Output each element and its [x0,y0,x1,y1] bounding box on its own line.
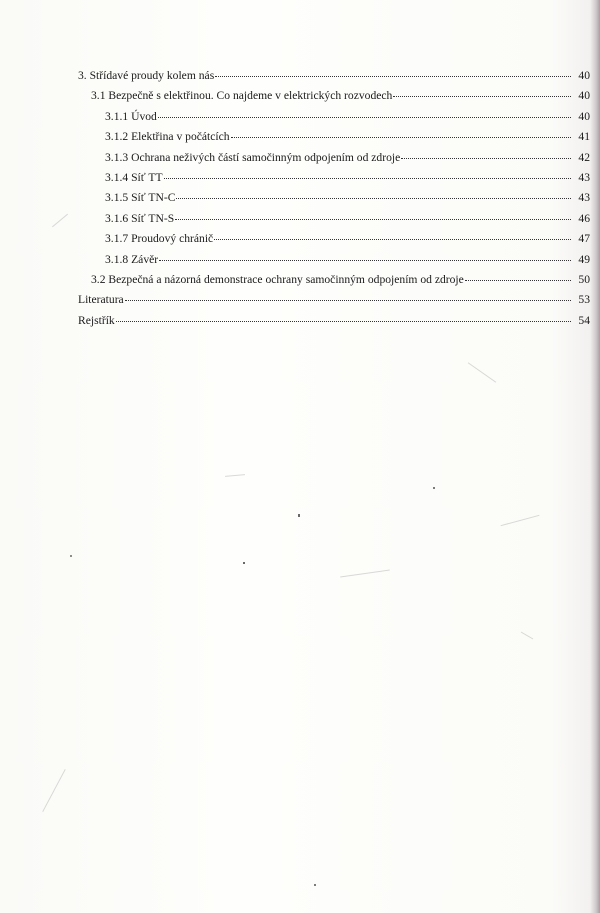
toc-entry [78,250,590,270]
toc-entry [78,290,590,310]
toc-entry-title: 3.1.2 Elektřina v počátcích [105,130,230,144]
toc-entry-title: 3.1.4 Síť TT [105,170,163,184]
toc-entry-title: 3.1.6 Síť TN-S [105,211,175,225]
paper-speck [314,884,316,886]
toc-leader-dots [125,289,571,301]
page-edge-shadow [590,0,600,913]
toc-leader-dots [465,269,571,281]
toc-entry-title: 3.1.8 Závěr [105,252,159,266]
toc-entry-page: 54 [578,313,590,327]
toc-entry-title: Literatura [78,293,124,307]
toc-entry [78,168,590,188]
toc-leader-dots [214,228,571,240]
table-of-contents [78,66,590,331]
toc-leader-dots [116,310,571,322]
toc-leader-dots [231,126,571,138]
paper-speck [298,514,300,517]
toc-entry-page: 41 [578,130,590,144]
toc-entry-title: 3.1.1 Úvod [105,109,157,123]
toc-entry-page: 49 [578,252,590,266]
toc-entry [78,188,590,208]
toc-entry [78,209,590,229]
paper-speck [52,214,68,228]
toc-entry-page: 47 [578,232,590,246]
toc-leader-dots [164,167,571,179]
toc-leader-dots [159,249,571,261]
toc-entry [78,148,590,168]
toc-entry-page: 42 [578,150,590,164]
toc-entry [78,66,590,86]
paper-speck [243,562,245,564]
paper-speck [433,487,435,489]
toc-entry-page: 40 [578,109,590,123]
toc-leader-dots [215,65,571,77]
toc-entry-page: 40 [578,69,590,82]
toc-entry-page: 46 [578,211,590,225]
paper-speck [42,769,65,812]
toc-entry [78,270,590,290]
toc-entry-page: 40 [578,89,590,103]
toc-entry [78,229,590,249]
toc-entry-title: 3.2 Bezpečná a názorná demonstrace ochrany samočinným odpojením od zdroje [91,272,464,286]
toc-entry-page: 50 [578,272,590,286]
toc-entry-page: 43 [578,191,590,205]
toc-entry-page: 43 [578,170,590,184]
paper-speck [468,362,496,382]
toc-leader-dots [176,187,571,199]
toc-entry-title: 3.1.5 Síť TN-C [105,191,176,205]
toc-leader-dots [393,85,571,97]
toc-leader-dots [158,106,571,118]
toc-entry-title: 3. Střídavé proudy kolem nás [78,69,215,82]
toc-entry-page: 53 [578,293,590,307]
paper-speck [225,474,245,477]
paper-speck [521,632,534,640]
toc-entry-title: 3.1 Bezpečně s elektřinou. Co najdeme v elektrických rozvodech [91,89,393,103]
toc-entry [78,127,590,147]
toc-entry-title: 3.1.7 Proudový chránič [105,232,214,246]
toc-leader-dots [401,147,571,159]
toc-entry [78,311,590,331]
paper-speck [70,555,72,557]
toc-entry [78,107,590,127]
paper-speck [340,570,390,578]
toc-entry [78,86,590,106]
toc-leader-dots [175,208,571,220]
toc-entry-title: 3.1.3 Ochrana neživých částí samočinným odpojením od zdroje [105,150,401,164]
paper-speck [501,515,540,526]
toc-entry-title: Rejstřík [78,313,115,327]
